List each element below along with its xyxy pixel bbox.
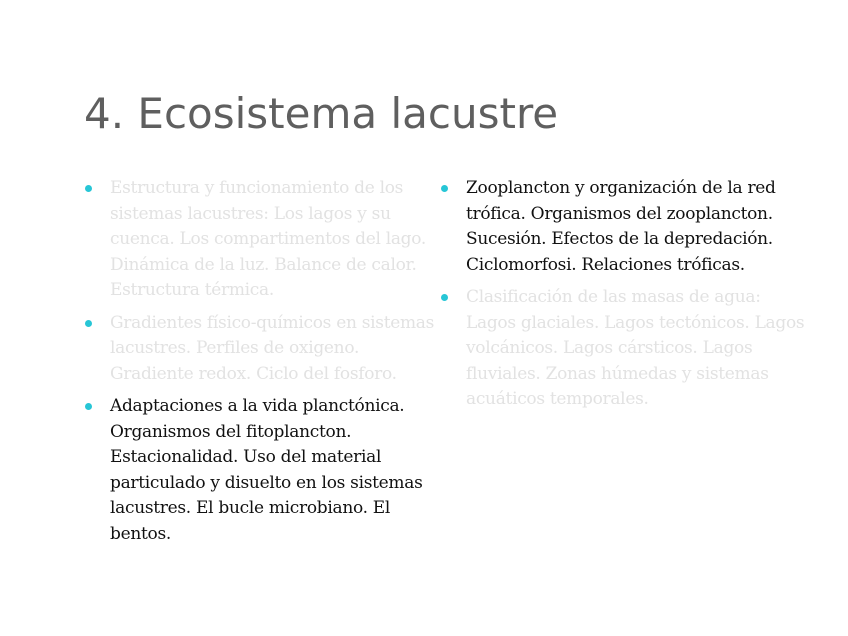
bullet-item-water-classification: [440, 285, 810, 413]
bullet-dot-icon: [85, 403, 92, 410]
bullet-item-plankton-adaptations: [84, 394, 440, 547]
bullet-dot-icon: [441, 294, 448, 301]
bullet-text: Clasificación de las masas de agua: Lagos glaciales. Lagos tectónicos. Lagos volcánicos. Lagos cársticos. Lagos fluviales. Zonas húmedas y sistemas acuáticos temporales.: [466, 287, 805, 409]
bullet-text: Estructura y funcionamiento de los sistemas lacustres: Los lagos y su cuenca. Los compartimentos del lago. Dinámica de la luz. Balance de calor. Estructura térmica.: [110, 178, 426, 300]
bullet-item-zooplankton: [440, 176, 810, 278]
bullet-text: Adaptaciones a la vida planctónica. Organismos del fitoplancton. Estacionalidad. Uso del material particulado y disuelto en los sistemas lacustres. El bucle microbiano. El bentos.: [110, 396, 423, 544]
bullet-item-structure: [84, 176, 440, 304]
right-bullet-column: [440, 176, 810, 420]
slide-title: 4. Ecosistema lacustre: [84, 89, 559, 138]
bullet-dot-icon: [85, 320, 92, 327]
bullet-item-gradients: [84, 311, 440, 388]
bullet-dot-icon: [85, 185, 92, 192]
bullet-dot-icon: [441, 185, 448, 192]
bullet-text: Zooplancton y organización de la red trófica. Organismos del zooplancton. Sucesión. Efectos de la depredación. Ciclomorfosi. Relaciones tróficas.: [466, 178, 776, 275]
bullet-text: Gradientes físico-químicos en sistemas lacustres. Perfiles de oxigeno. Gradiente redox. Ciclo del fosforo.: [110, 312, 435, 384]
left-bullet-column: [84, 176, 440, 554]
